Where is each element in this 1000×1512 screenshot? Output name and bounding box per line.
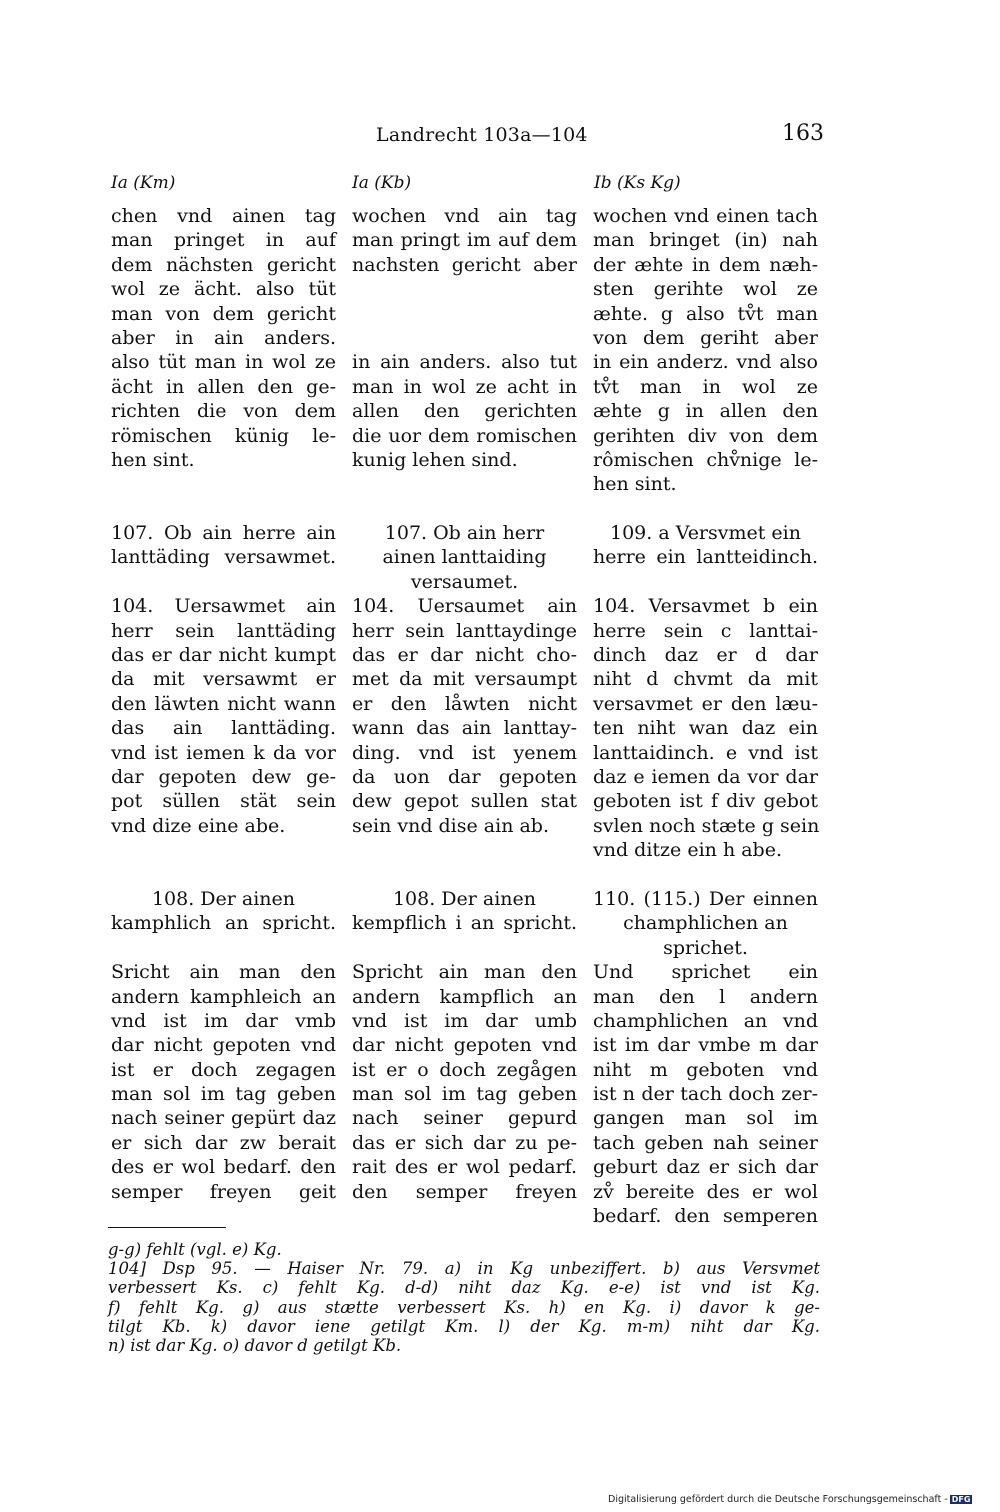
text-line: 107. Ob ain herre ain [111,522,336,545]
text-line: dar gepoten dew ge- [111,766,336,788]
text-line: vnd dize eine abe. [111,814,286,837]
text-line: ten niht wan daz ein [593,717,818,740]
text-line: 108. Der ainen [151,887,296,910]
line-gap [111,570,336,594]
text-line: semper freyen geit [111,1180,336,1203]
text-line: wol ze ächt. also tüt [111,278,336,301]
text-line: tach geben nah seiner [593,1131,818,1154]
text-line: ainen lanttaiding [382,546,547,569]
text-line: herr sein lanttäding [111,619,336,642]
text-line: andern kamphleich an [111,985,336,1008]
text-line: das er dar nicht cho- [352,644,577,667]
line-gap [352,472,577,521]
text-line: ding. vnd ist yenem [352,741,577,764]
text-line: man bringet (in) nah [593,229,818,252]
text-line: er den låwten nicht [352,692,577,715]
text-line: zv̊ bereite des er wol [593,1180,818,1203]
text-line: richten die von dem [111,400,336,423]
text-line: lanttaidinch. e vnd ist [593,741,818,764]
text-line: met da mit versaumpt [352,668,577,691]
text-line: chen vnd ainen tag [111,205,336,227]
footnote-line: f) fehlt Kg. g) aus stætte verbessert Ks. h) en Kg. i) davor k ge- [108,1297,820,1317]
text-line: vnd ditze ein h abe. [593,839,782,862]
footnotes [108,1240,820,1355]
text-line: also tüt man in wol ze [111,351,336,374]
line-gap [352,936,577,960]
text-line: hen sint. [593,473,677,496]
text-line: aber in ain anders. [111,326,336,349]
text-line: niht m geboten vnd [593,1058,818,1081]
text-line: niht d chvmt da mit [593,668,818,691]
text-line: der æhte in dem næh- [593,253,818,276]
text-line: wochen vnd einen tach [593,205,818,227]
text-line: das er sich dar zu pe- [352,1131,577,1154]
text-line: vnd ist im dar umb [352,1009,577,1032]
running-title: Landrecht 103a—104 [376,124,588,146]
column-3-siglum: Ib (Ks Kg) [594,173,681,193]
text-line: den semper freyen [352,1180,577,1203]
text-line: dar nicht gepoten vnd [352,1034,577,1057]
dfg-logo: DFG [951,1495,971,1504]
column-1-text [111,204,336,1204]
text-line: versavmet er den læu- [593,692,818,715]
text-line: Und sprichet ein [593,961,818,984]
text-line: nach seiner gepurd [352,1107,577,1130]
text-line: kempflich i an spricht. [352,912,577,935]
text-line: ist er o doch zegågen [352,1058,577,1081]
text-line: die uor dem romischen [352,424,577,447]
text-line: hen sint. [111,448,195,471]
text-line: man pringt im auf dem [352,229,577,252]
text-line: des er wol bedarf. den [111,1156,336,1179]
text-line: man sol im tag geben [111,1083,336,1106]
text-line: vnd ist im dar vmb [111,1009,336,1032]
text-line: ist er doch zegagen [111,1058,336,1081]
text-line: römischen künig le- [111,424,336,447]
line-gap [352,302,577,326]
line-gap [593,497,818,521]
text-line: man sol im tag geben [352,1083,577,1106]
text-line: herr sein lanttaydinge [352,619,577,642]
text-line: 107. Ob ain herr [384,522,545,545]
text-line: in ain anders. also tut [352,351,577,374]
line-gap [352,326,577,350]
footnote-rule [108,1227,226,1228]
credit-text: Digitalisierung gefördert durch die Deutsche Forschungsgemeinschaft - [608,1494,948,1505]
text-line: man von dem gericht [111,302,336,325]
text-line: rait des er wol pedarf. [352,1156,577,1179]
text-line: kunig lehen sind. [352,448,518,471]
text-line: svlen noch stæte g sein [593,814,820,837]
column-2-siglum: Ia (Kb) [352,173,412,193]
text-line: ist im dar vmbe m dar [593,1034,818,1057]
column-3-text [593,204,818,1228]
text-line: er sich dar zw berait [111,1131,336,1154]
text-line: gangen man sol im [593,1107,818,1130]
text-line: sein vnd dise ain ab. [352,814,550,837]
text-line: von dem geriht aber [593,326,818,349]
text-line: pot süllen stät sein [111,790,336,813]
text-line: dem nächsten gericht [111,253,336,276]
text-line: bedarf. den semperen [593,1205,818,1228]
text-line: man in wol ze acht in [352,375,577,398]
text-line: allen den gerichten [352,400,577,423]
text-line: dinch daz er d dar [593,644,818,667]
text-line: champhlichen an vnd [593,1009,818,1032]
text-line: dar nicht gepoten vnd [111,1034,336,1057]
line-gap [593,863,818,887]
text-line: kamphlich an spricht. [111,912,336,935]
text-line: 104. Uersawmet ain [111,595,336,618]
text-line: champhlichen an [623,912,788,935]
text-line: dew gepot sullen stat [352,790,577,813]
text-line: æhte g in allen den [593,400,818,423]
text-line: daz e iemen da vor dar [593,765,818,788]
text-line: andern kampflich an [352,985,577,1008]
digitization-credit [608,1494,972,1505]
line-gap [593,570,818,594]
text-line: versaumet. [410,570,519,593]
text-line: den läwten nicht wann [111,692,336,715]
text-line: das ain lanttäding. [111,717,336,740]
text-line: herre sein c lanttai- [593,619,818,642]
text-line: 108. Der ainen [392,887,537,910]
text-line: 104. Uersaumet ain [352,595,577,618]
text-line: rômischen chv̊nige le- [593,448,818,471]
text-line: 104. Versavmet b ein [593,595,818,618]
text-line: man pringet in auf [111,229,336,252]
text-line: nachsten gericht aber [352,253,577,276]
footnote-line: tilgt Kb. k) davor iene getilgt Km. l) der Kg. m-m) niht dar Kg. [108,1316,820,1336]
text-line: 109. a Versvmet ein [610,522,801,545]
text-line: da uon dar gepoten [352,766,577,788]
text-line: ächt in allen den ge- [111,375,336,398]
text-line: sprichet. [663,936,748,959]
text-line: nach seiner gepürt daz [111,1107,336,1130]
footnote-line: n) ist dar Kg. o) davor d getilgt Kb. [108,1335,402,1355]
text-line: wochen vnd ain tag [352,205,577,227]
text-line: 110. (115.) Der einnen [593,887,818,910]
text-line: gerihten div von dem [593,424,818,447]
line-gap [111,936,336,960]
line-gap [352,277,577,301]
footnote-line: verbessert Ks. c) fehlt Kg. d-d) niht daz Kg. e-e) ist vnd ist Kg. [108,1278,820,1298]
text-line: in ein anderz. vnd also [593,351,818,374]
column-2-text [352,204,577,1204]
text-line: das er dar nicht kumpt [111,644,336,667]
text-line: da mit versawmt er [111,668,336,691]
text-line: herre ein lantteidinch. [593,546,818,569]
line-gap [352,838,577,887]
text-line: æhte. g also tv̊t man [593,302,818,325]
text-line: lanttäding versawmet. [111,546,336,569]
text-line: sten gerihte wol ze [593,278,818,301]
text-line: wann das ain lanttay- [352,717,577,740]
column-1-siglum: Ia (Km) [111,173,176,193]
text-line: man den l andern [593,985,818,1008]
text-line: vnd ist iemen k da vor [111,741,336,764]
text-line: tv̊t man in wol ze [593,375,818,398]
line-gap [111,838,336,887]
page-number: 163 [782,121,824,146]
footnote-line: g-g) fehlt (vgl. e) Kg. [108,1240,282,1259]
text-line: geburt daz er sich dar [593,1156,818,1179]
text-line: geboten ist f div gebot [593,790,818,813]
line-gap [111,472,336,521]
text-line: ist n der tach doch zer- [593,1083,818,1106]
footnote-line: 104] Dsp 95. — Haiser Nr. 79. a) in Kg unbeziffert. b) aus Versvmet [108,1259,820,1279]
text-line: Sricht ain man den [111,961,336,984]
text-line: Spricht ain man den [352,961,577,984]
